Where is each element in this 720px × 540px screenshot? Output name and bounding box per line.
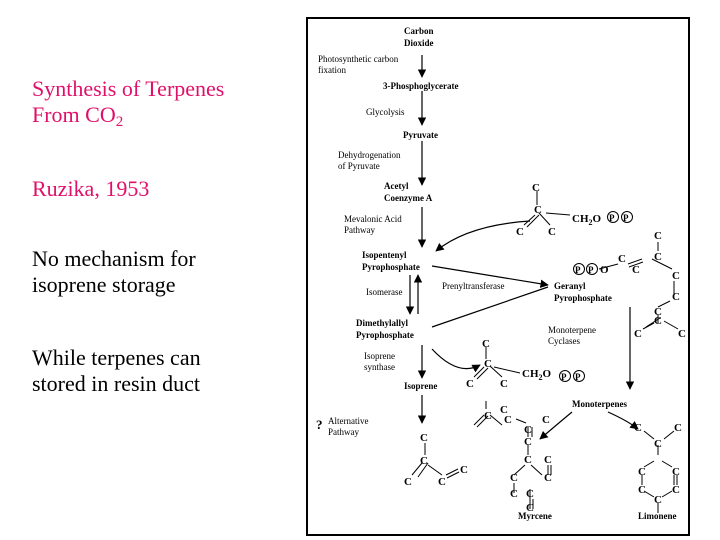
node-carbon-dioxide-2: Dioxide: [404, 38, 434, 48]
atom-c: C: [438, 476, 446, 488]
step-mevalonic-2: Pathway: [344, 225, 375, 235]
atom-c: C: [524, 454, 532, 466]
arrow-dmapp-structure: [432, 349, 480, 369]
atom-c: C: [542, 414, 550, 426]
atom-c: C: [460, 464, 468, 476]
phosphate-p: P: [575, 265, 581, 275]
atom-c: C: [634, 422, 642, 434]
step-monoterpene-cyclases-1: Monoterpene: [548, 325, 596, 335]
step-dehydrogenation-2: of Pyruvate: [338, 161, 380, 171]
atom-c: C: [516, 226, 524, 238]
node-acetyl-1: Acetyl: [384, 181, 409, 191]
arrow-dmapp-gpp: [432, 287, 548, 327]
atom-ch2o-sub: 2: [538, 373, 543, 382]
atom-c: C: [654, 230, 662, 242]
atom-c: C: [526, 502, 534, 514]
atom-c: C: [500, 404, 508, 416]
atom-ch2o-sub: 2: [588, 218, 593, 227]
atom-o: O: [592, 213, 602, 225]
atom-c: C: [674, 422, 682, 434]
note-resin-duct: [32, 345, 201, 397]
node-pyruvate: Pyruvate: [403, 130, 438, 140]
atom-c: C: [548, 226, 556, 238]
atom-c: C: [654, 306, 662, 318]
phosphate-p: P: [609, 213, 615, 223]
atom-c: C: [638, 466, 646, 478]
step-photosynthetic-2: fixation: [318, 65, 346, 75]
author-year: Ruzika, 1953: [32, 176, 150, 201]
atom-c: C: [618, 253, 626, 265]
phosphate-p: P: [623, 213, 629, 223]
step-prenyltransferase: Prenyltransferase: [442, 281, 505, 291]
atom-c: C: [654, 438, 662, 450]
node-3-phosphoglycerate: 3-Phosphoglycerate: [383, 81, 459, 91]
atom-c: C: [466, 378, 474, 390]
node-dmapp-1: Dimethylallyl: [356, 318, 408, 328]
node-monoterpenes: Monoterpenes: [572, 399, 627, 409]
atom-c: C: [482, 338, 490, 350]
atom-c: C: [654, 494, 662, 506]
atom-c: C: [504, 414, 512, 426]
note-isoprene-storage: [32, 246, 196, 298]
atom-c: C: [654, 251, 662, 263]
atom-c: C: [672, 270, 680, 282]
note1-line-2: isoprene storage: [32, 272, 176, 297]
node-gpp-1: Geranyl: [554, 281, 586, 291]
title-line-1: Synthesis of Terpenes: [32, 76, 225, 101]
atom-c: C: [510, 472, 518, 484]
note1-line-1: No mechanism for: [32, 246, 196, 271]
step-mevalonic-1: Mevalonic Acid: [344, 214, 402, 224]
note2-line-1: While terpenes can: [32, 345, 201, 370]
atom-c: C: [526, 488, 534, 500]
atom-ch: CH: [522, 368, 539, 380]
atom-c: C: [672, 291, 680, 303]
step-dehydrogenation-1: Dehydrogenation: [338, 150, 401, 160]
atom-c: C: [532, 182, 540, 194]
atom-c: C: [638, 484, 646, 496]
atom-c: C: [632, 264, 640, 276]
atom-c: C: [672, 466, 680, 478]
pathway-figure: [306, 17, 690, 536]
node-gpp-2: Pyrophosphate: [554, 293, 612, 303]
atom-c: C: [420, 455, 428, 467]
atom-o: O: [600, 264, 609, 276]
step-monoterpene-cyclases-2: Cyclases: [548, 336, 580, 346]
atom-c: C: [484, 410, 492, 422]
question-mark: ?: [316, 417, 323, 432]
node-myrcene: Myrcene: [518, 511, 552, 521]
step-alternative-1: Alternative: [328, 416, 369, 426]
step-isoprene-synthase-2: synthase: [364, 362, 395, 372]
step-photosynthetic-1: Photosynthetic carbon: [318, 54, 399, 64]
node-acetyl-2: Coenzyme A: [384, 193, 433, 203]
atom-ch2o: [522, 368, 552, 382]
phosphate-p: P: [575, 372, 581, 382]
pathway-diagram: [308, 19, 692, 538]
atom-c: C: [510, 488, 518, 500]
atom-c: C: [534, 204, 542, 216]
node-carbon-dioxide-1: Carbon: [404, 26, 434, 36]
atom-ch2o: [572, 213, 602, 227]
atom-c: C: [404, 476, 412, 488]
node-isoprene: Isoprene: [404, 381, 438, 391]
note2-line-2: stored in resin duct: [32, 371, 201, 396]
atom-c: C: [500, 378, 508, 390]
atom-c: C: [544, 472, 552, 484]
atom-c: C: [420, 432, 428, 444]
atom-c: C: [484, 358, 492, 370]
phosphate-p: P: [588, 265, 594, 275]
atom-o: O: [542, 368, 552, 380]
atom-c: C: [672, 484, 680, 496]
step-isomerase: Isomerase: [366, 287, 403, 297]
node-ipp-1: Isopentenyl: [362, 250, 407, 260]
structure-atoms: [404, 182, 686, 514]
node-dmapp-2: Pyrophosphate: [356, 330, 414, 340]
node-limonene: Limonene: [638, 511, 677, 521]
atom-c: C: [524, 436, 532, 448]
phosphate-p: P: [561, 372, 567, 382]
step-alternative-2: Pathway: [328, 427, 359, 437]
atom-c: C: [524, 424, 532, 436]
atom-c: C: [654, 315, 662, 327]
atom-c: C: [544, 454, 552, 466]
node-ipp-2: Pyrophosphate: [362, 262, 420, 272]
slide-title: [32, 76, 224, 135]
step-isoprene-synthase-1: Isoprene: [364, 351, 395, 361]
step-glycolysis: Glycolysis: [366, 107, 405, 117]
atom-c: C: [634, 328, 642, 340]
title-line-2: [32, 102, 224, 135]
atom-ch: CH: [572, 213, 589, 225]
atom-c: C: [678, 328, 686, 340]
title-line-2-text: From CO: [32, 102, 116, 127]
title-subscript: 2: [115, 114, 124, 130]
